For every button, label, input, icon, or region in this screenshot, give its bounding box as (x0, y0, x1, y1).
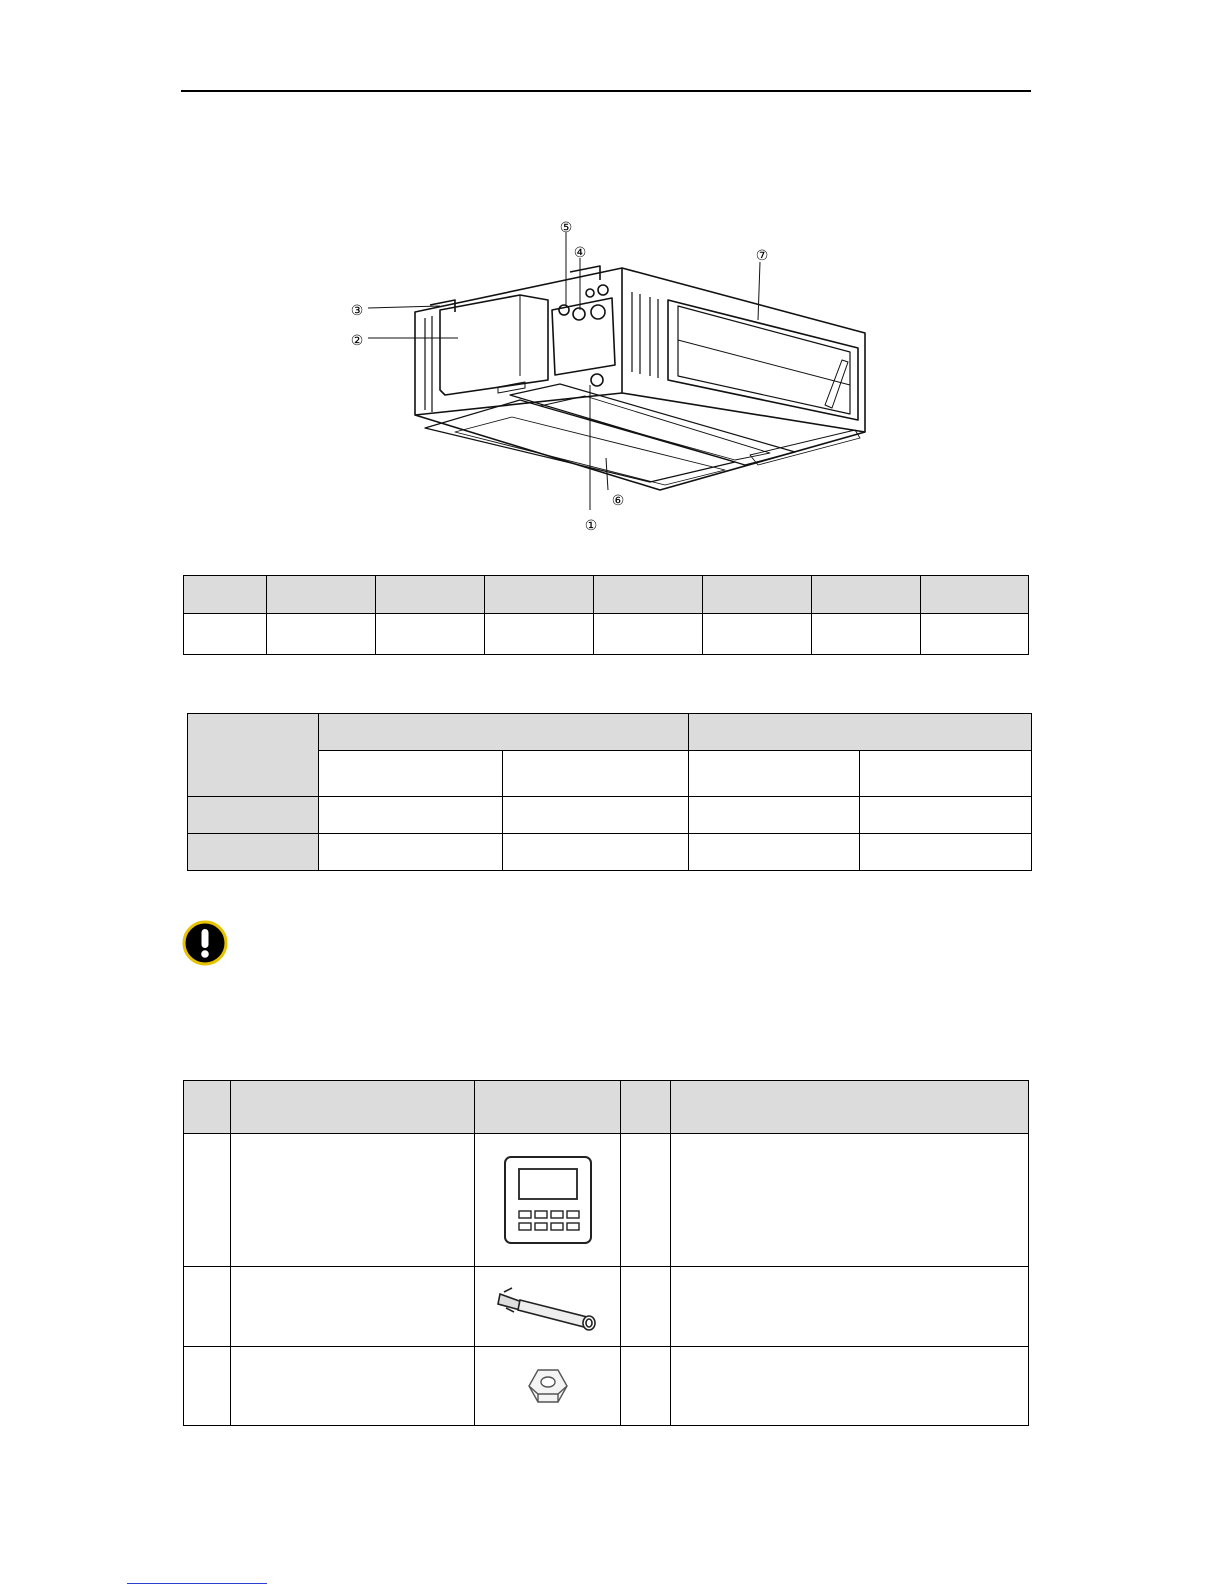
exclamation-warning-icon (182, 920, 228, 966)
table-row-label (188, 797, 319, 834)
callout-7: ⑦ (755, 248, 769, 264)
table-row (184, 1134, 1029, 1267)
table-row-label (188, 834, 319, 871)
table-row (184, 1347, 1029, 1426)
callout-6: ⑥ (611, 493, 625, 509)
table-cell (319, 834, 503, 871)
table-subheader-cell (860, 751, 1032, 797)
table-header-cell (188, 714, 319, 797)
table-header-group (319, 714, 689, 751)
table-cell (621, 1267, 671, 1347)
wired-controller-icon (503, 1155, 593, 1245)
table-cell (671, 1267, 1029, 1347)
callout-1: ① (584, 518, 598, 534)
drain-hose-icon (492, 1282, 604, 1332)
table-header-cell (184, 576, 267, 614)
table-header-cell (475, 1081, 621, 1134)
table-cell (689, 834, 860, 871)
table-cell (485, 614, 594, 655)
table-cell (319, 797, 503, 834)
table-cell (231, 1134, 475, 1267)
table-cell (921, 614, 1029, 655)
table-subheader-cell (689, 751, 860, 797)
table-header-cell (671, 1081, 1029, 1134)
pipe-spec-table (187, 713, 1032, 871)
table-cell (621, 1134, 671, 1267)
table-header-cell (703, 576, 812, 614)
callout-4: ④ (573, 245, 587, 261)
table-image-cell (475, 1134, 621, 1267)
table-header-cell (184, 1081, 231, 1134)
table-image-cell (475, 1267, 621, 1347)
table-cell (503, 834, 689, 871)
table-header-cell (621, 1081, 671, 1134)
table-header-group (689, 714, 1032, 751)
table-cell (671, 1347, 1029, 1426)
table-cell (503, 797, 689, 834)
table-cell (376, 614, 485, 655)
table-cell (703, 614, 812, 655)
table-cell (184, 1134, 231, 1267)
table-cell (184, 1267, 231, 1347)
table-header-cell (921, 576, 1029, 614)
table-cell (184, 614, 267, 655)
table-cell (671, 1134, 1029, 1267)
accessories-table (183, 1080, 1029, 1426)
table-cell (231, 1267, 475, 1347)
flare-nut-icon (526, 1364, 570, 1408)
table-cell (184, 1347, 231, 1426)
table-header-cell (231, 1081, 475, 1134)
table-header-cell (376, 576, 485, 614)
table-cell (812, 614, 921, 655)
table-cell (621, 1347, 671, 1426)
table-cell (860, 834, 1032, 871)
table-header-cell (267, 576, 376, 614)
header-rule (181, 90, 1031, 92)
table-subheader-cell (503, 751, 689, 797)
callout-5: ⑤ (559, 220, 573, 236)
table-header-cell (812, 576, 921, 614)
footer-link-underline (127, 1583, 267, 1584)
callout-2: ② (350, 333, 364, 349)
callout-3: ③ (350, 303, 364, 319)
table-cell (594, 614, 703, 655)
table-cell (860, 797, 1032, 834)
components-table (183, 575, 1029, 655)
table-cell (267, 614, 376, 655)
unit-diagram (330, 205, 890, 545)
table-header-cell (485, 576, 594, 614)
table-cell (231, 1347, 475, 1426)
table-image-cell (475, 1347, 621, 1426)
table-header-cell (594, 576, 703, 614)
table-row (184, 1267, 1029, 1347)
table-cell (689, 797, 860, 834)
table-subheader-cell (319, 751, 503, 797)
